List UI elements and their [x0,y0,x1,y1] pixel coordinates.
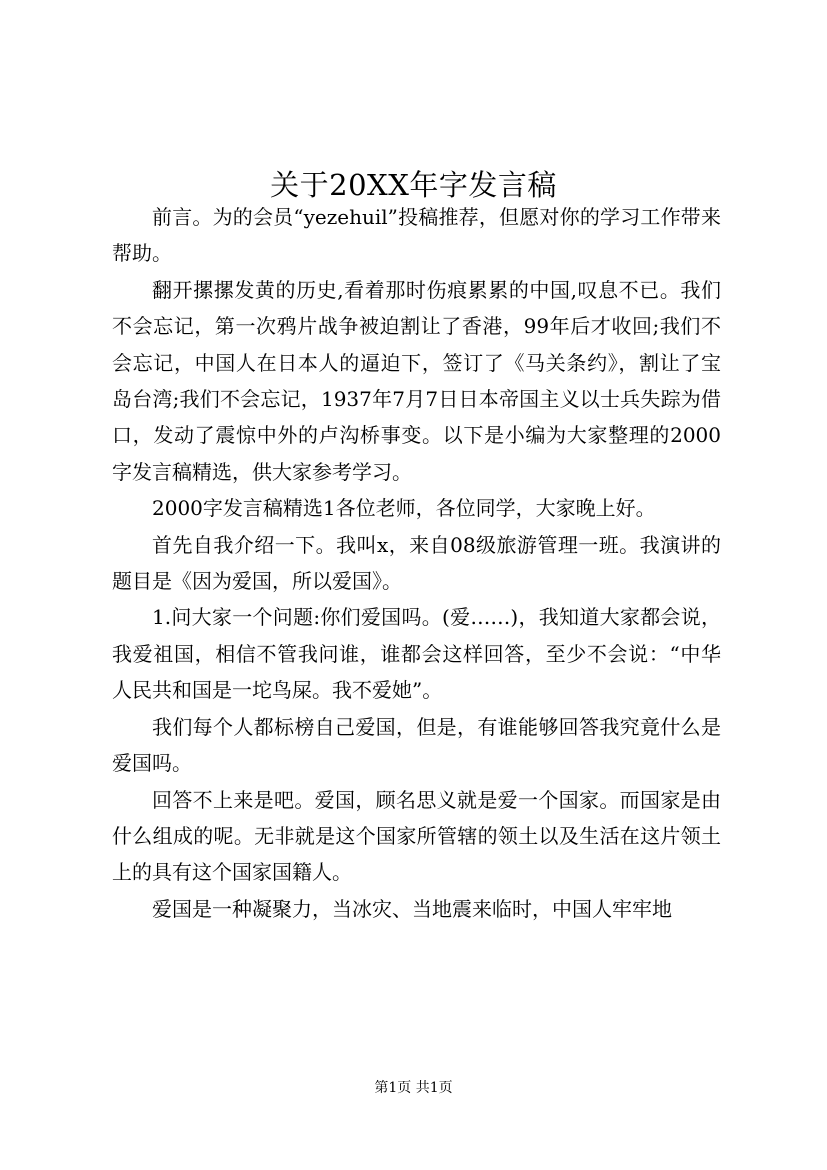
paragraph-introduction: 首先自我介绍一下。我叫x，来自08级旅游管理一班。我演讲的题目是《因为爱国，所以爱国》。 [112,532,721,594]
document-body [112,199,721,927]
paragraph-patriotism-claim: 我们每个人都标榜自己爱国，但是，有谁能够回答我究竟什么是爱国吗。 [112,714,721,776]
paragraph-history: 翻开摞摞发黄的历史,看着那时伤痕累累的中国,叹息不已。我们不会忘记，第一次鸦片战争被迫割让了香港，99年后才收回;我们不会忘记，中国人在日本人的逼迫下，签订了《马关条约》，割让了宝岛台湾;我们不会忘记，1937年7月7日日本帝国主义以士兵失踪为借口，发动了震惊中外的卢沟桥事变。以下是小编为大家整理的2000字发言稿精选，供大家参考学习。 [112,277,721,484]
paragraph-greeting: 2000字发言稿精选1各位老师，各位同学，大家晚上好。 [152,496,656,521]
paragraph-question: 1.问大家一个问题:你们爱国吗。(爱……)，我知道大家都会说，我爱祖国，相信不管我问谁，谁都会这样回答，至少不会说：“中华人民共和国是一坨鸟屎。我不爱她”。 [112,605,721,703]
paragraph-preface: 前言。为的会员“yezehuil”投稿推荐，但愿对你的学习工作带来帮助。 [112,205,721,266]
page-footer: 第1页 共1页 [374,1080,453,1096]
paragraph-cohesion: 爱国是一种凝聚力，当冰灾、当地震来临时，中国人牢牢地 [152,896,672,921]
paragraph-definition: 回答不上来是吧。爱国，顾名思义就是爱一个国家。而国家是由什么组成的呢。无非就是这个国家所管辖的领土以及生活在这片领土上的具有这个国家国籍人。 [112,787,721,885]
document-title: 关于20XX年字发言稿 [270,168,557,203]
